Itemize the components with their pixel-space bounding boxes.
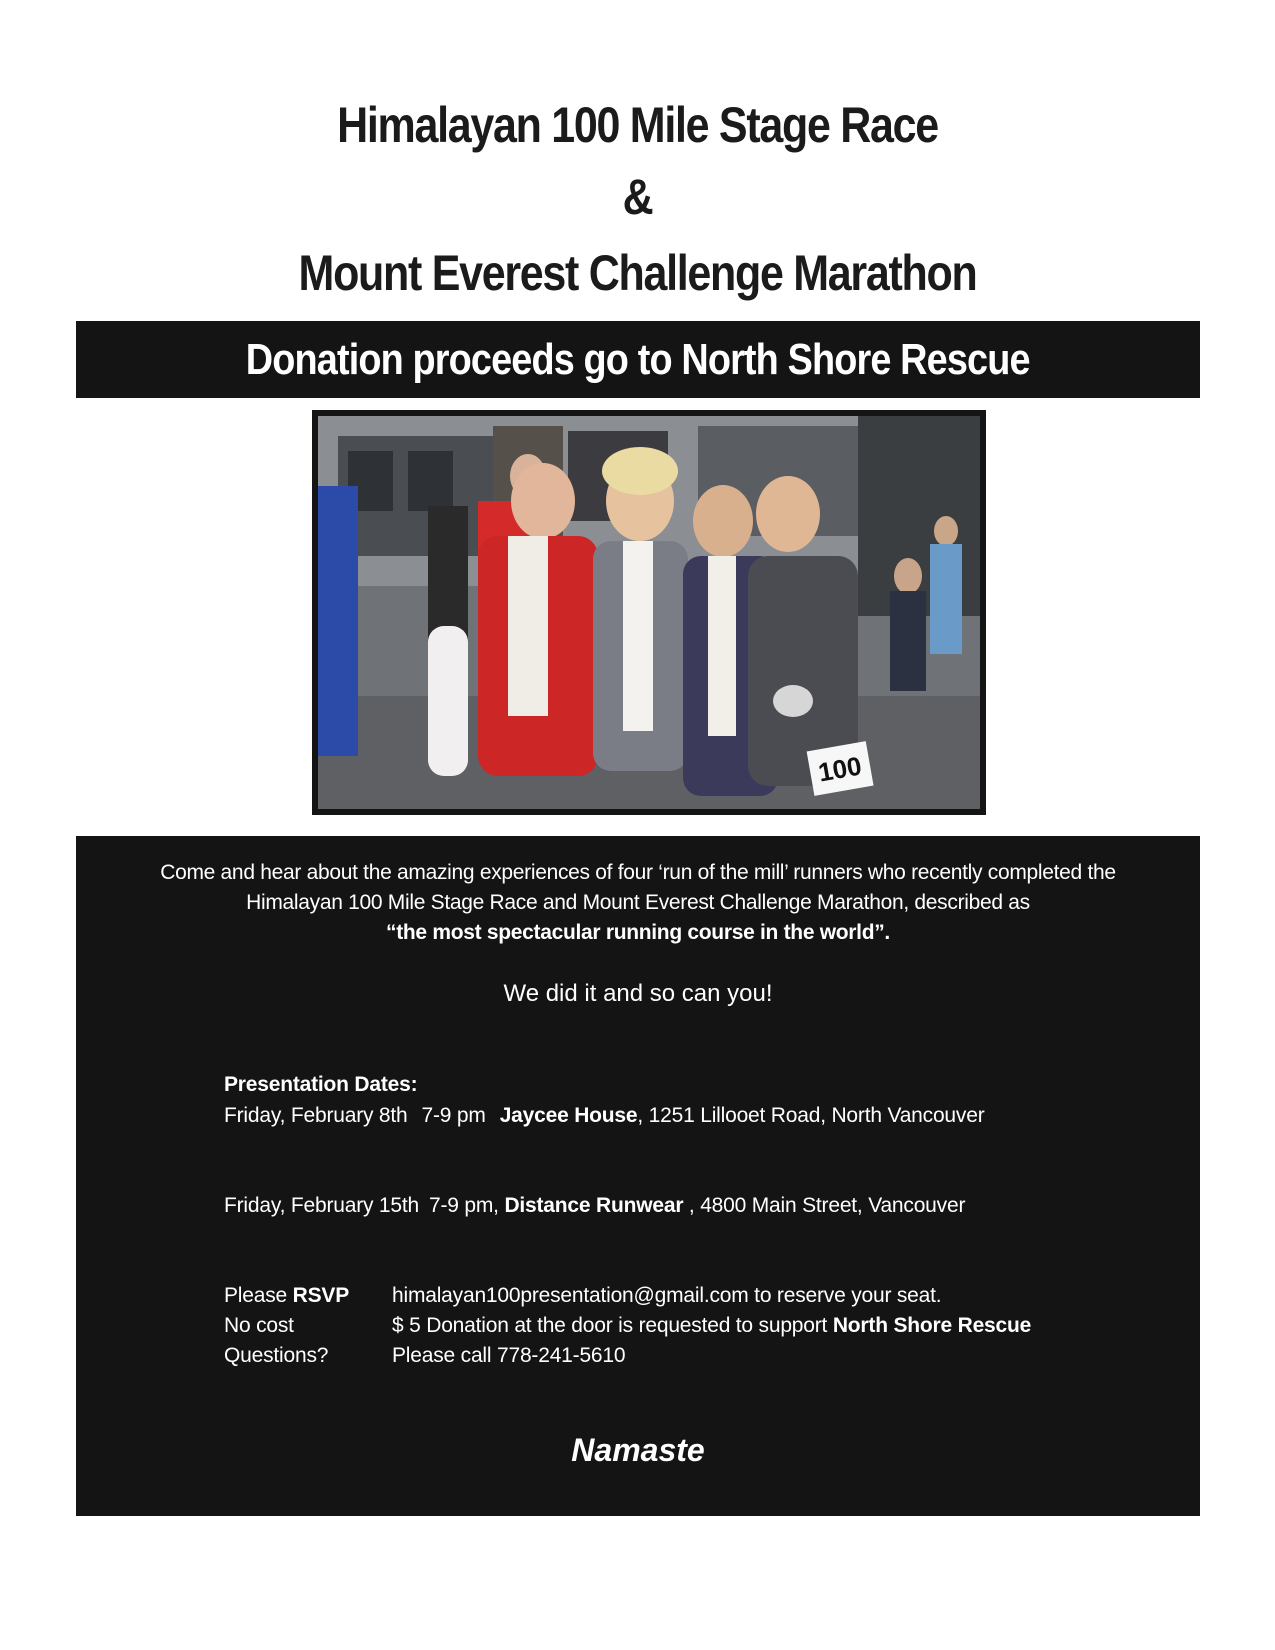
- donation-banner: [76, 321, 1200, 398]
- event-2-time: 7-9 pm,: [429, 1194, 499, 1217]
- cost-value: $ 5 Donation at the door is requested to support North Shore Rescue: [392, 1314, 1032, 1337]
- rsvp-email: himalayan100presentation@gmail.com to reserve your seat.: [392, 1284, 942, 1307]
- intro-quote: “the most spectacular running course in the world”.: [386, 921, 890, 944]
- intro-line-2: Himalayan 100 Mile Stage Race and Mount Everest Challenge Marathon, described as: [246, 891, 1030, 914]
- closing-namaste: Namaste: [571, 1432, 705, 1468]
- event-2: [224, 1191, 965, 1221]
- title-line-1: Himalayan 100 Mile Stage Race: [337, 97, 938, 153]
- event-1-time: 7-9 pm: [421, 1104, 486, 1127]
- tagline: We did it and so can you!: [503, 980, 773, 1007]
- title-ampersand: &: [622, 169, 653, 225]
- event-1-date: Friday, February 8th: [224, 1104, 408, 1127]
- info-panel: [76, 836, 1200, 1516]
- cost-label: No cost: [224, 1314, 294, 1337]
- title-line-2: Mount Everest Challenge Marathon: [298, 245, 977, 301]
- event-1: [224, 1101, 985, 1131]
- questions-value: Please call 778-241-5610: [392, 1344, 626, 1367]
- cost-row: [224, 1311, 1031, 1341]
- event-1-venue: Jaycee House: [499, 1104, 638, 1127]
- intro-paragraph: [76, 858, 1200, 948]
- details-list: [224, 1281, 1031, 1371]
- event-2-date: Friday, February 15th: [224, 1194, 419, 1217]
- questions-label: Questions?: [224, 1344, 329, 1367]
- intro-line-1: Come and hear about the amazing experiences of four ‘run of the mill’ runners who recently completed the: [160, 861, 1116, 884]
- event-1-address: , 1251 Lillooet Road, North Vancouver: [637, 1104, 985, 1127]
- event-2-address: , 4800 Main Street, Vancouver: [683, 1194, 966, 1217]
- bib-number-label: 100: [815, 750, 864, 788]
- rsvp-row: [224, 1281, 1031, 1311]
- runners-photo-illustration: [318, 416, 980, 809]
- presentation-heading: Presentation Dates:: [224, 1073, 418, 1096]
- event-2-venue: Distance Runwear: [504, 1194, 684, 1217]
- questions-row: [224, 1341, 1031, 1371]
- rsvp-label: Please RSVP: [224, 1284, 350, 1307]
- runners-photo: [312, 410, 986, 815]
- banner-text: Donation proceeds go to North Shore Rescue: [246, 335, 1030, 384]
